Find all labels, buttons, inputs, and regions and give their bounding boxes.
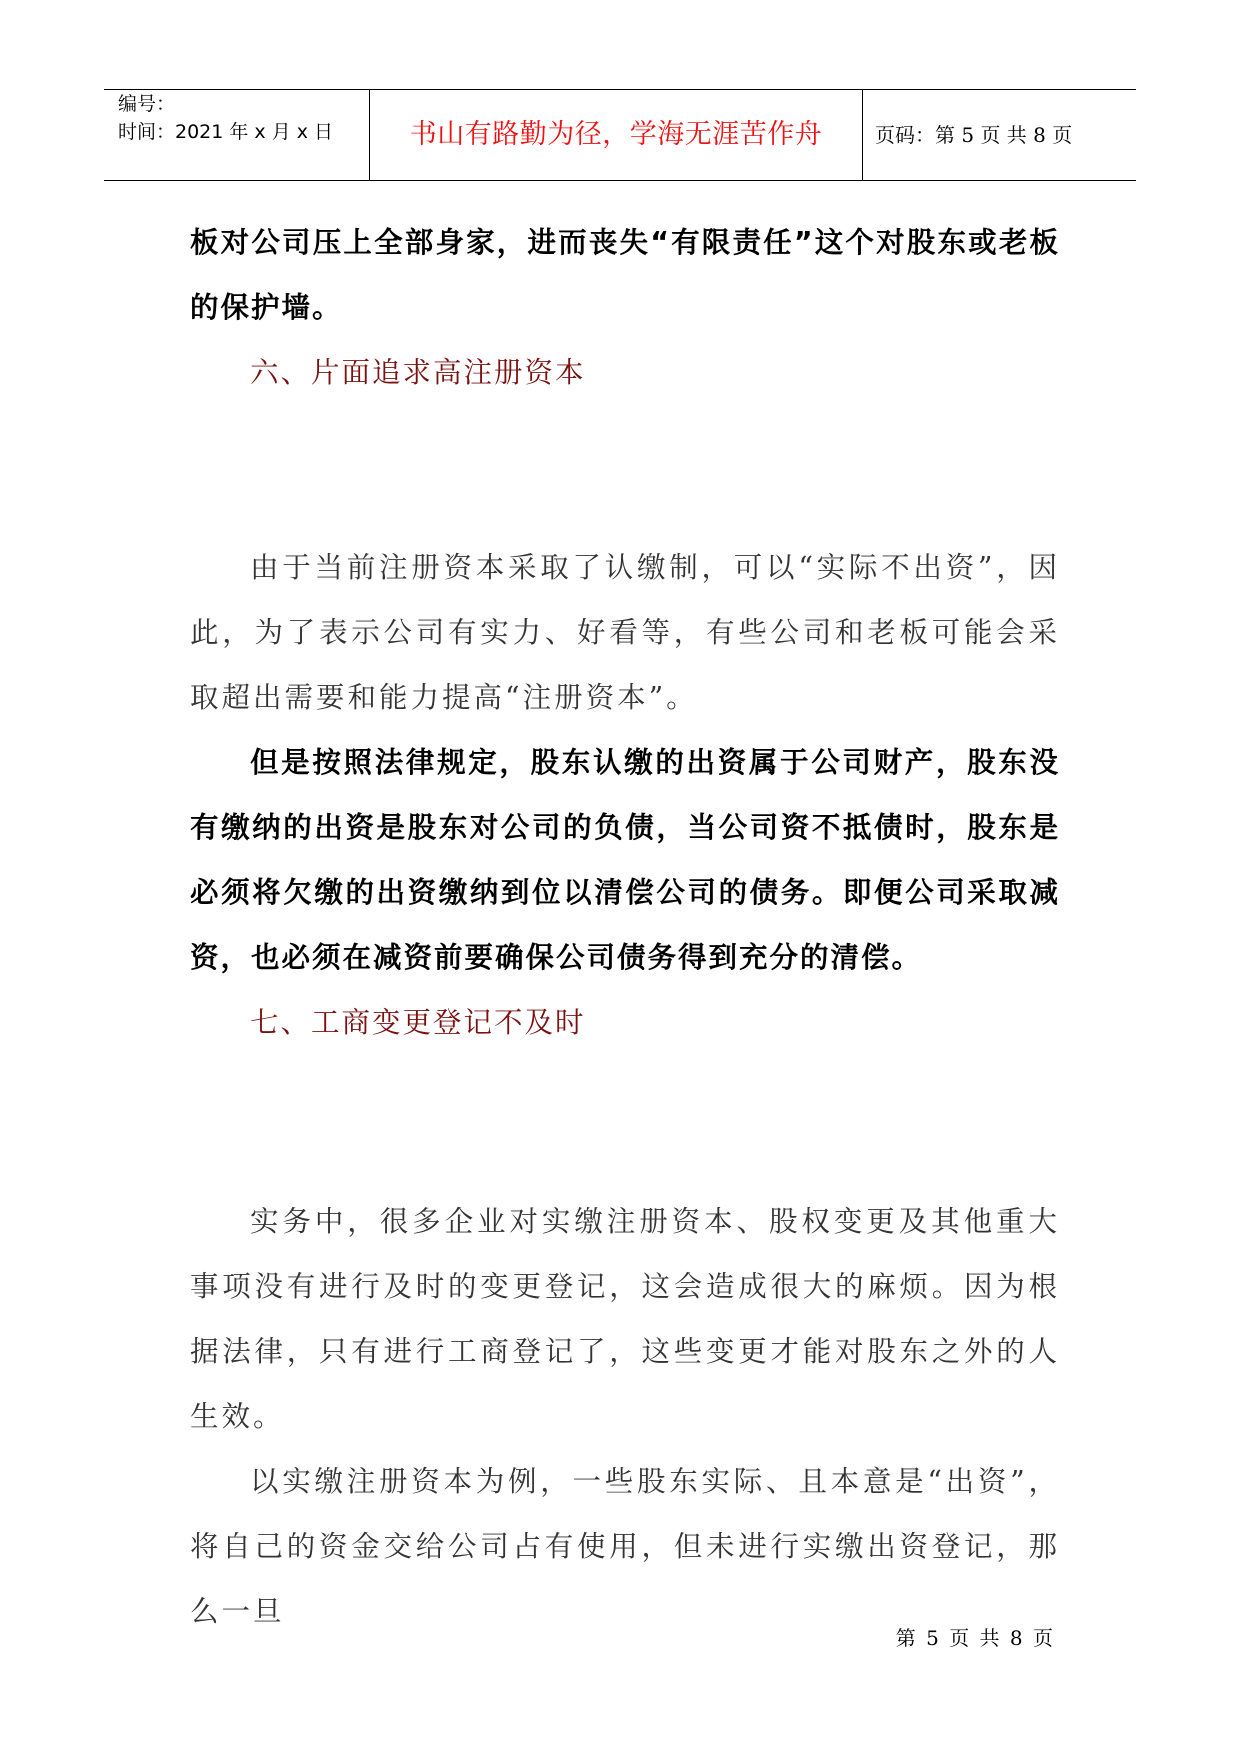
header-motto: 书山有路勤为径，学海无涯苦作舟 — [409, 119, 823, 150]
header-page-cell — [863, 90, 1136, 180]
header-page-info: 页码：第 5 页 共 8 页 — [875, 123, 1073, 147]
document-body — [190, 210, 1060, 1644]
paragraph-paid-in-capital-example: 以实缴注册资本为例，一些股东实际、且本意是“出资”，将自己的资金交给公司占有使用，但未进行实缴出资登记，那么一旦 — [190, 1465, 1060, 1628]
blank-space — [190, 405, 1060, 535]
paragraph-subscription-system: 由于当前注册资本采取了认缴制，可以“实际不出资”，因此，为了表示公司有实力、好看等，有些公司和老板可能会采取超出需要和能力提高“注册资本”。 — [190, 551, 1060, 714]
document-time-label: 时间：2021 年 x 月 x 日 — [118, 121, 334, 143]
page-footer-number: 第 5 页 共 8 页 — [895, 1626, 1055, 1650]
document-number-label: 编号： — [118, 93, 176, 115]
paragraph-registration-practice: 实务中，很多企业对实缴注册资本、股权变更及其他重大事项没有进行及时的变更登记，这会造成很大的麻烦。因为根据法律，只有进行工商登记了，这些变更才能对股东之外的人生效。 — [190, 1205, 1060, 1433]
header-meta-cell — [104, 90, 369, 180]
paragraph-legal-provision: 但是按照法律规定，股东认缴的出资属于公司财产，股东没有缴纳的出资是股东对公司的负债，当公司资不抵债时，股东是必须将欠缴的出资缴纳到位以清偿公司的债务。即便公司采取减资，也必须在减资前要确保公司债务得到充分的清偿。 — [190, 746, 1060, 974]
section-heading-6: 六、片面追求高注册资本 — [250, 356, 586, 389]
paragraph-continued: 板对公司压上全部身家，进而丧失“有限责任”这个对股东或老板的保护墙。 — [190, 226, 1060, 324]
blank-space — [190, 1055, 1060, 1189]
page-header — [104, 89, 1136, 181]
section-heading-7: 七、工商变更登记不及时 — [250, 1006, 586, 1039]
header-motto-cell — [369, 90, 863, 180]
